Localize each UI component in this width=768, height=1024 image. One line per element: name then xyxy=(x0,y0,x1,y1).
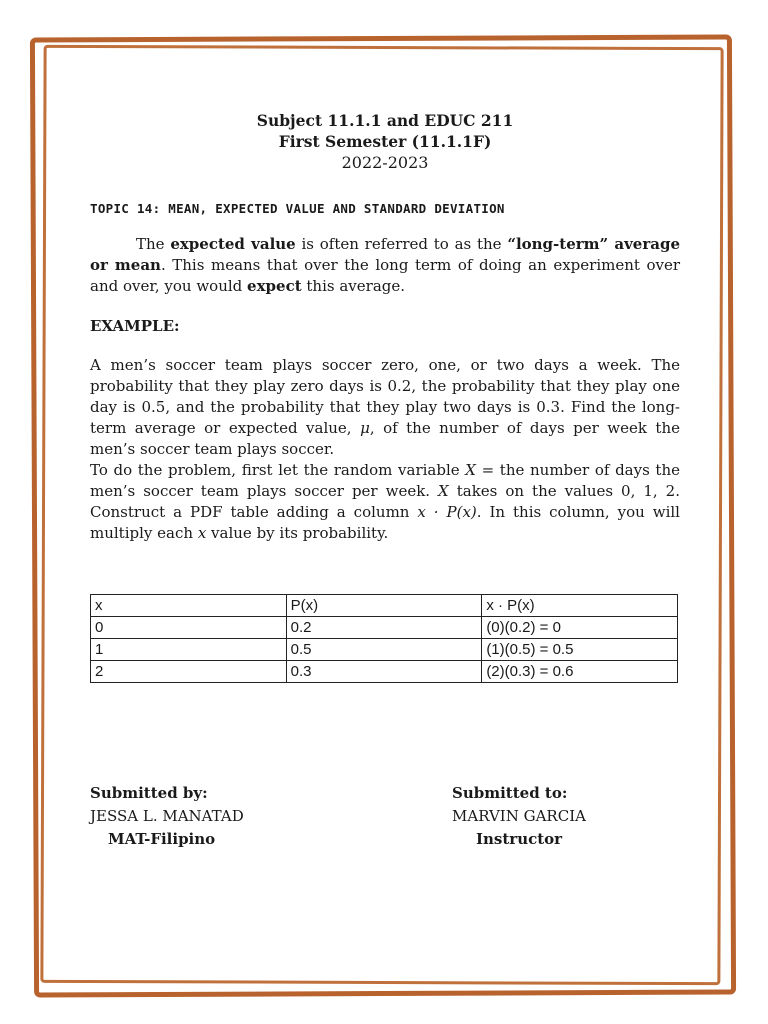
variable-x-1: X xyxy=(465,461,476,479)
intro-paragraph xyxy=(90,234,680,297)
intro-text-2: is often referred to as the xyxy=(295,235,508,253)
table-row xyxy=(91,661,678,683)
table-header-row xyxy=(91,595,678,617)
table-cell: (1)(0.5) = 0.5 xyxy=(482,639,678,661)
intro-bold-expect: expect xyxy=(247,277,302,295)
solution-text-1: To do the problem, first let the random variable xyxy=(90,461,466,479)
intro-bold-expected-value: expected value xyxy=(170,235,296,253)
semester-line: First Semester (11.1.1F) xyxy=(278,132,492,151)
table-cell: 0.5 xyxy=(286,639,482,661)
example-label: EXAMPLE: xyxy=(90,317,180,335)
solution-text-2: = the number of days the men’s soccer team plays soccer per week. xyxy=(90,461,680,500)
recipient-name: MARVIN GARCIA xyxy=(452,807,586,825)
table-cell: 1 xyxy=(91,639,287,661)
table-cell: 2 xyxy=(91,661,287,683)
school-year: 2022-2023 xyxy=(341,153,429,172)
solution-text-5: value by its probability. xyxy=(206,524,389,542)
table-cell: 0 xyxy=(91,617,287,639)
table-header-cell: x · P(x) xyxy=(482,595,678,617)
topic-title: TOPIC 14: MEAN, EXPECTED VALUE AND STANDARD DEVIATION xyxy=(90,201,505,216)
problem-text-2: , of the number of days per week the men’s soccer team plays soccer. xyxy=(90,419,680,458)
intro-text-1: The xyxy=(136,235,171,253)
solution-text-3: takes on the values 0, 1, 2. Construct a PDF table adding a column xyxy=(90,482,680,521)
table-cell: (0)(0.2) = 0 xyxy=(482,617,678,639)
table-header-cell: P(x) xyxy=(286,595,482,617)
subject-line: Subject 11.1.1 and EDUC 211 xyxy=(256,111,514,130)
submitted-by-label: Submitted by: xyxy=(90,784,208,802)
variable-x-3: x xyxy=(197,524,207,542)
pdf-table xyxy=(90,594,678,683)
recipient-role: Instructor xyxy=(476,830,563,848)
table-header-cell: x xyxy=(91,595,287,617)
document-heading xyxy=(90,110,680,173)
table-cell: 0.2 xyxy=(286,617,482,639)
intro-text-4: this average. xyxy=(301,277,406,295)
table-row xyxy=(91,639,678,661)
submitted-to-block xyxy=(452,782,586,851)
submitter-role: MAT-Filipino xyxy=(108,830,216,848)
variable-x-2: X xyxy=(438,482,449,500)
table-cell: (2)(0.3) = 0.6 xyxy=(482,661,678,683)
table-row xyxy=(91,617,678,639)
submitter-name: JESSA L. MANATAD xyxy=(90,807,244,825)
mu-symbol: μ xyxy=(360,419,370,437)
intro-bold-long-term: “long-term” average or mean xyxy=(90,235,680,274)
problem-statement xyxy=(90,355,680,544)
document-body xyxy=(90,110,680,544)
column-expression: x · P(x) xyxy=(417,503,477,521)
problem-text-1: A men’s soccer team plays soccer zero, one, or two days a week. The probability that they play zero days is 0.2, the probability that they play one day is 0.5, and the probability that they play two days is 0.3. Find the long-term average or expected value, xyxy=(90,356,680,437)
solution-text-4: . In this column, you will multiply each xyxy=(90,503,680,542)
intro-text-3: . This means that over the long term of doing an experiment over and over, you would xyxy=(90,256,681,295)
table-cell: 0.3 xyxy=(286,661,482,683)
submitted-by-block xyxy=(90,782,244,851)
submitted-to-label: Submitted to: xyxy=(452,784,568,802)
